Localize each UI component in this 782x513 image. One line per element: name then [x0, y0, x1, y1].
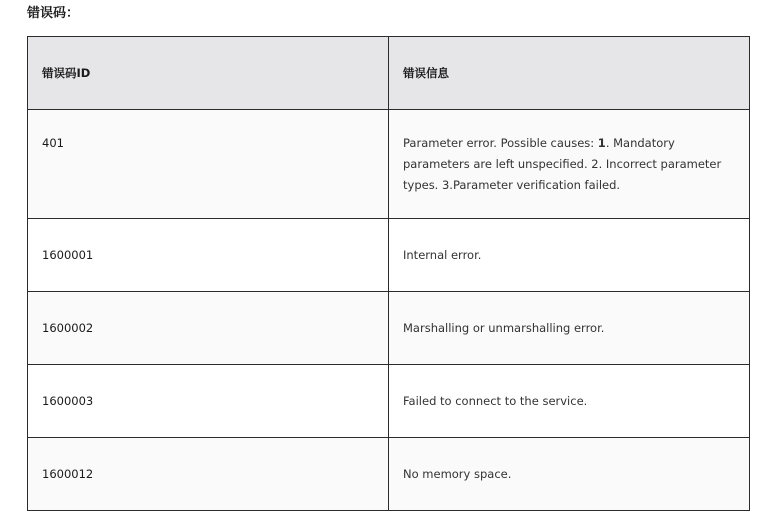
- error-message-cell: Internal error.: [389, 219, 750, 292]
- error-message-text: . Mandatory parameters are left unspecified. 2. Incorrect parameter types. 3.Parameter verification failed.: [403, 136, 722, 192]
- column-header-error-message: 错误信息: [389, 37, 750, 110]
- table-row: [28, 110, 750, 219]
- error-message-text: Parameter error. Possible causes:: [403, 136, 598, 150]
- table-row: [28, 292, 750, 365]
- error-message-emphasis: 1: [597, 136, 606, 150]
- column-header-error-id: 错误码ID: [28, 37, 389, 110]
- error-id-cell: 1600002: [28, 292, 389, 365]
- section-heading: 错误码：: [27, 6, 80, 21]
- table-row: [28, 438, 750, 511]
- table-header-row: [28, 37, 750, 110]
- error-code-table: [27, 36, 750, 511]
- error-message-cell: Failed to connect to the service.: [389, 365, 750, 438]
- table-row: [28, 365, 750, 438]
- error-message-cell: Marshalling or unmarshalling error.: [389, 292, 750, 365]
- error-id-cell: 1600003: [28, 365, 389, 438]
- error-id-cell: 1600012: [28, 438, 389, 511]
- error-message-cell: No memory space.: [389, 438, 750, 511]
- table-row: [28, 219, 750, 292]
- error-id-cell: 401: [28, 110, 389, 219]
- error-message-cell: [389, 110, 750, 219]
- error-id-cell: 1600001: [28, 219, 389, 292]
